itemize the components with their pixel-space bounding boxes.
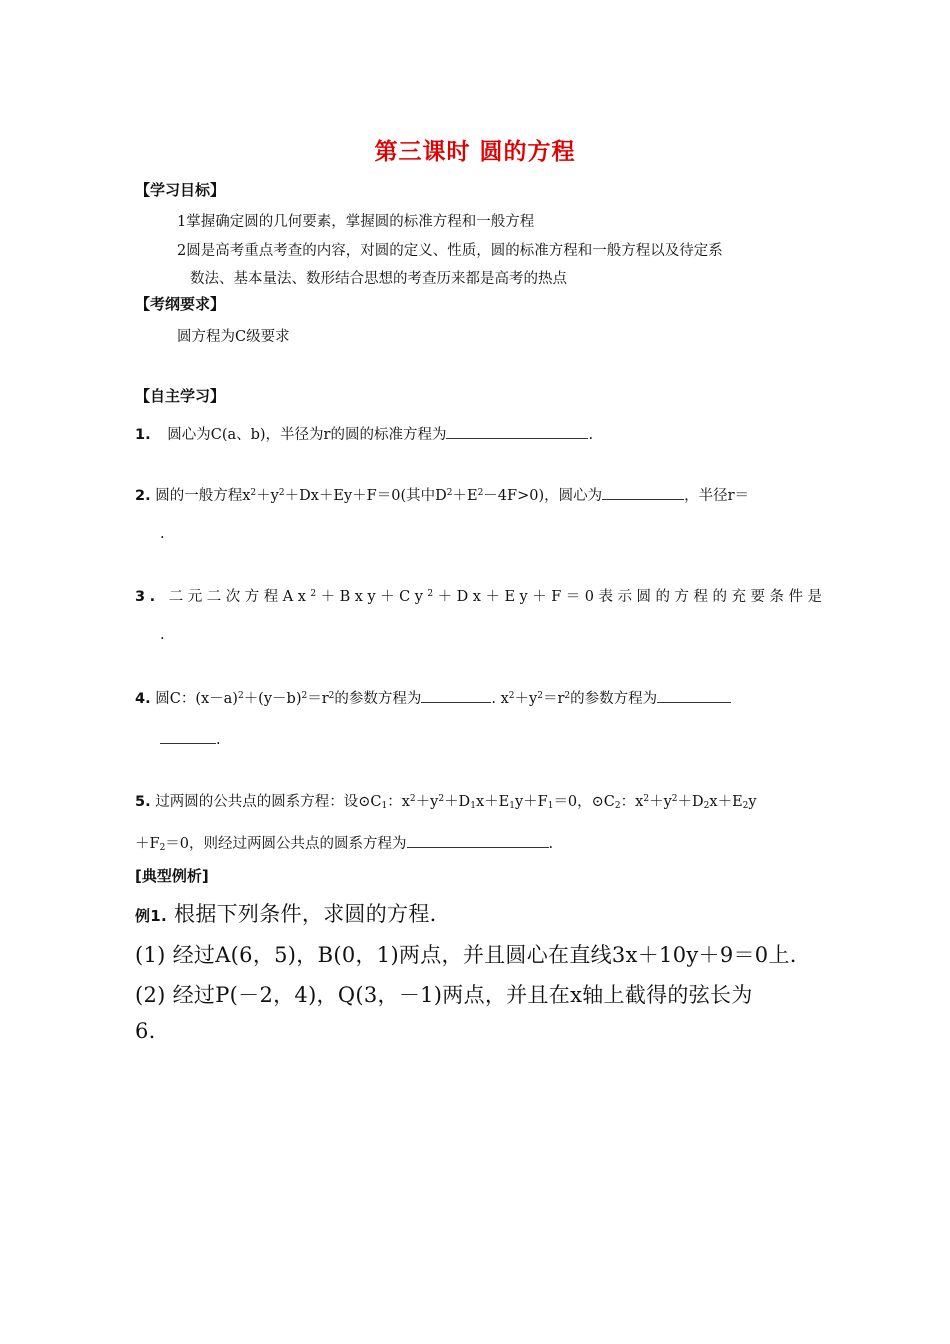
question-text: ，半径r＝ [684,488,750,504]
question-text: 过两圆的公共点的圆系方程：设⊙C [155,794,382,810]
subscript: 2 [159,843,166,853]
question-text: ＋Bxy＋Cy [320,589,428,605]
question-text: ＋y [256,488,279,504]
subscript: 2 [742,801,749,811]
example-label: 例1. [135,907,168,925]
superscript: 2 [310,589,321,599]
question-text: 的参数方程为 [334,691,422,707]
question-text: ：x [620,794,644,810]
question-text: ＋D [677,794,704,810]
question-text: y [748,794,757,810]
question-text: ＋Dx＋Ey＋F＝0(其中D [284,488,447,504]
syllabus-header: 【考纲要求】 [135,295,226,313]
subscript: 1 [470,801,476,811]
superscript: 2 [237,691,244,701]
question-end: . [548,836,554,852]
question-text: ＋Dx＋Ey＋F＝0表示圆的方程的充要条件是 [437,589,827,605]
example-1-part-2-continued: 6. [135,1019,156,1043]
question-number: 3. [135,589,160,605]
question-text: 圆C：(x－a) [155,691,238,707]
answer-blank[interactable] [421,688,491,703]
question-text: ＝0，则经过两圆公共点的圆系方程为 [165,836,407,852]
answer-blank-center[interactable] [602,485,684,500]
question-number: 1. [135,427,151,443]
superscript: 2 [671,794,678,804]
question-text: ：x [387,794,410,810]
superscript: 2 [278,488,285,498]
answer-blank[interactable] [407,833,549,848]
question-text: ＝r [542,691,565,707]
superscript: 2 [427,589,438,599]
superscript: 2 [564,691,571,701]
question-end: . [216,732,221,748]
question-number: 4. [135,691,151,707]
answer-blank[interactable] [657,688,731,703]
syllabus-text: 圆方程为C级要求 [177,329,290,345]
question-text: x＋E [475,794,510,810]
subscript: 2 [703,801,710,811]
question-text: . x [491,691,509,707]
question-3 [135,585,827,606]
superscript: 2 [446,488,453,498]
question-5-continued [135,832,553,853]
question-text: 圆心为C(a、b)，半径为r的圆的标准方程为 [167,427,447,443]
example-1-part-2: (2) 经过P(－2，4)，Q(3，－1)两点，并且在x轴上截得的弦长为 [135,983,753,1007]
superscript: 2 [409,794,416,804]
question-text: ＋y [514,691,538,707]
question-3-end: . [160,627,165,643]
superscript: 2 [438,794,445,804]
page-title: 第三课时 圆的方程 [374,139,576,165]
examples-header: [典型例析] [135,867,209,885]
question-2-end: . [160,526,165,542]
question-text: ＋y [415,794,439,810]
question-text: ＋y [649,794,672,810]
superscript: 2 [537,691,543,701]
question-text: ＋F [135,836,160,852]
question-number: 2. [135,488,151,504]
question-4-continued [160,729,221,748]
example-1-part-1: (1) 经过A(6，5)，B(0，1)两点，并且圆心在直线3x＋10y＋9＝0上. [135,943,797,967]
example-intro-text: 根据下列条件，求圆的方程. [174,902,437,926]
question-text: x＋E [709,794,743,810]
question-text: 二元二次方程Ax [168,589,311,605]
question-2 [135,484,749,505]
question-1 [135,423,593,444]
question-text: ＋D [444,794,471,810]
answer-blank[interactable] [446,424,588,439]
goals-header: 【学习目标】 [135,181,226,199]
question-text: y＋F [514,794,548,810]
example-1-intro [135,898,437,928]
superscript: 2 [643,794,650,804]
subscript: 1 [381,801,388,811]
goal-1: 1掌握确定圆的几何要素，掌握圆的标准方程和一般方程 [177,214,535,230]
superscript: 2 [508,691,515,701]
superscript: 2 [301,691,308,701]
subscript: 2 [614,801,621,811]
question-text: ＝0，⊙C [553,794,615,810]
self-study-header: 【自主学习】 [135,387,226,405]
question-end: . [588,427,594,443]
answer-blank[interactable] [160,729,216,744]
question-4 [135,687,731,708]
superscript: 2 [477,488,484,498]
question-text: ＝r [307,691,329,707]
subscript: 1 [509,801,515,811]
question-text: 的参数方程为 [570,691,658,707]
question-5 [135,790,757,811]
goal-2-line-2: 数法、基本量法、数形结合思想的考查历来都是高考的热点 [190,271,567,287]
question-text: ＋(y－b) [243,691,302,707]
question-number: 5. [135,794,151,810]
question-text: －4F>0)，圆心为 [483,488,603,504]
question-text: 圆的一般方程x [155,488,251,504]
goal-2-line-1: 2圆是高考重点考查的内容，对圆的定义、性质，圆的标准方程和一般方程以及待定系 [177,243,723,259]
question-text: ＋E [452,488,478,504]
superscript: 2 [250,488,257,498]
subscript: 1 [547,801,554,811]
superscript: 2 [328,691,335,701]
